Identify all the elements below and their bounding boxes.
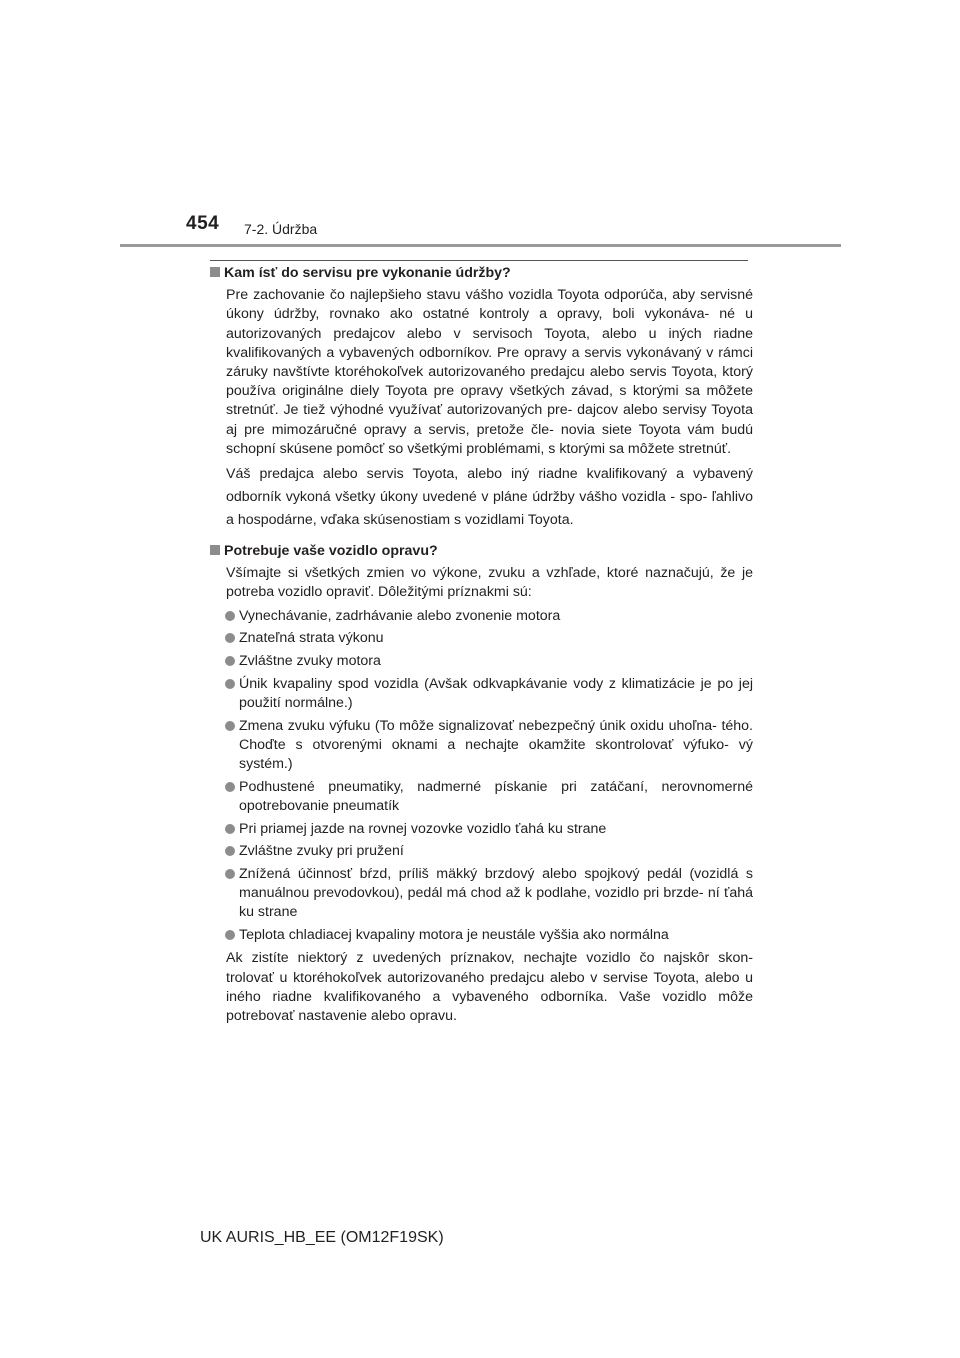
circle-bullet-icon bbox=[225, 846, 235, 856]
square-bullet-icon bbox=[210, 267, 220, 277]
circle-bullet-icon bbox=[225, 824, 235, 834]
header-divider bbox=[120, 244, 841, 247]
paragraph: Váš predajca alebo servis Toyota, alebo iný riadne kvalifikovaný a vybavený odborník vykoná všetky úkony uvedené v pláne údržby vášho vozidla - spo- ľahlivo a hospodárne, vďaka skúsenostiam s vozidlami Toyota. bbox=[226, 466, 753, 529]
circle-bullet-icon bbox=[225, 782, 235, 792]
list-item bbox=[210, 652, 753, 671]
footer-model-code: UK AURIS_HB_EE (OM12F19SK) bbox=[200, 1229, 444, 1246]
section-heading-text: Potrebuje vaše vozidlo opravu? bbox=[224, 543, 438, 560]
list-item-text: Pri priamej jazde na rovnej vozovke vozidlo ťahá ku strane bbox=[239, 820, 607, 837]
section-heading-text: Kam ísť do servisu pre vykonanie údržby? bbox=[224, 265, 511, 281]
page-number: 454 bbox=[186, 213, 220, 234]
list-item-text: Vynechávanie, zadrhávanie alebo zvonenie motora bbox=[239, 607, 561, 624]
square-bullet-icon bbox=[210, 545, 220, 555]
section-heading-needs-repair bbox=[210, 542, 753, 561]
circle-bullet-icon bbox=[225, 930, 235, 940]
page-content bbox=[210, 264, 753, 1030]
list-item-text: Teplota chladiacej kvapaliny motora je neustále vyššia ako normálna bbox=[239, 927, 669, 944]
list-item bbox=[210, 865, 753, 923]
section-heading-where-to-service bbox=[210, 264, 753, 283]
circle-bullet-icon bbox=[225, 611, 235, 621]
list-item-text: Zvláštne zvuky pri pružení bbox=[239, 843, 404, 860]
list-item-text: Znateľná strata výkonu bbox=[239, 630, 384, 647]
list-item bbox=[210, 629, 753, 648]
list-item-text: Znížená účinnosť bŕzd, príliš mäkký brzdový alebo spojkový pedál (vozidlá s manuálnou prevodovkou), pedál má chod až k podlahe, vozidlo pri brzde- ní ťahá ku strane bbox=[239, 866, 753, 921]
list-item-text: Zmena zvuku výfuku (To môže signalizovať nebezpečný únik oxidu uhoľna- tého. Choďte s otvorenými oknami a nechajte okamžite skontrolovať výfuko- vý systém.) bbox=[239, 717, 753, 773]
circle-bullet-icon bbox=[225, 679, 235, 689]
list-item bbox=[210, 926, 753, 945]
circle-bullet-icon bbox=[225, 656, 235, 666]
content-divider bbox=[210, 260, 748, 261]
list-item bbox=[210, 820, 753, 839]
section-title: 7-2. Údržba bbox=[244, 221, 318, 237]
list-item bbox=[210, 675, 753, 713]
list-item bbox=[210, 778, 753, 816]
circle-bullet-icon bbox=[225, 721, 235, 731]
circle-bullet-icon bbox=[225, 869, 235, 879]
symptom-list bbox=[210, 607, 753, 946]
paragraph-intro: Všímajte si všetkých zmien vo výkone, zvuku a vzhľade, ktoré naznačujú, že je potreba vozidlo opraviť. Dôležitými príznakmi sú: bbox=[226, 565, 753, 601]
list-item-text: Zvláštne zvuky motora bbox=[239, 653, 381, 670]
list-item-text: Podhustené pneumatiky, nadmerné pískanie pri zatáčaní, nerovnomerné opotrebovanie pneumatík bbox=[239, 778, 753, 814]
list-item-text: Únik kvapaliny spod vozidla (Avšak odkvapkávanie vody z klimatizácie je po jej použití normálne.) bbox=[239, 675, 753, 711]
circle-bullet-icon bbox=[225, 633, 235, 643]
list-item bbox=[210, 717, 753, 775]
list-item bbox=[210, 607, 753, 626]
list-item bbox=[210, 842, 753, 861]
paragraph-closing: Ak zistíte niektorý z uvedených príznakov, nechajte vozidlo čo najskôr skon- trolovať u ktoréhokoľvek autorizovaného predajcu alebo v servise Toyota, alebo u iného riadne kvalifikovaného a vybaveného odborníka. Vaše vozidlo môže potrebovať nastavenie alebo opravu. bbox=[226, 950, 753, 1024]
paragraph: Pre zachovanie čo najlepšieho stavu vášho vozidla Toyota odporúča, aby servisné úkony údržby, rovnako ako ostatné kontroly a opravy, boli vykonáva- né u autorizovaných predajcov alebo v servisoch Toyota, alebo u iných riadne kvalifikovaných a vybavených odborníkov. Pre opravy a servis vykonávaný v rámci záruky navštívte ktoréhokoľvek autorizovaného predajcu alebo servis Toyota, ktorý používa originálne diely Toyota pre opravy všetkých závad, s ktorými sa môžete stretnúť. Je tiež výhodné využívať autorizovaných pre- dajcov alebo servisy Toyota aj pre mimozáručné opravy a servis, pretože čle- novia siete Toyota vám budú schopní skúsene pomôcť so všetkými problémami, s ktorými sa môžete stretnúť. bbox=[226, 287, 753, 457]
